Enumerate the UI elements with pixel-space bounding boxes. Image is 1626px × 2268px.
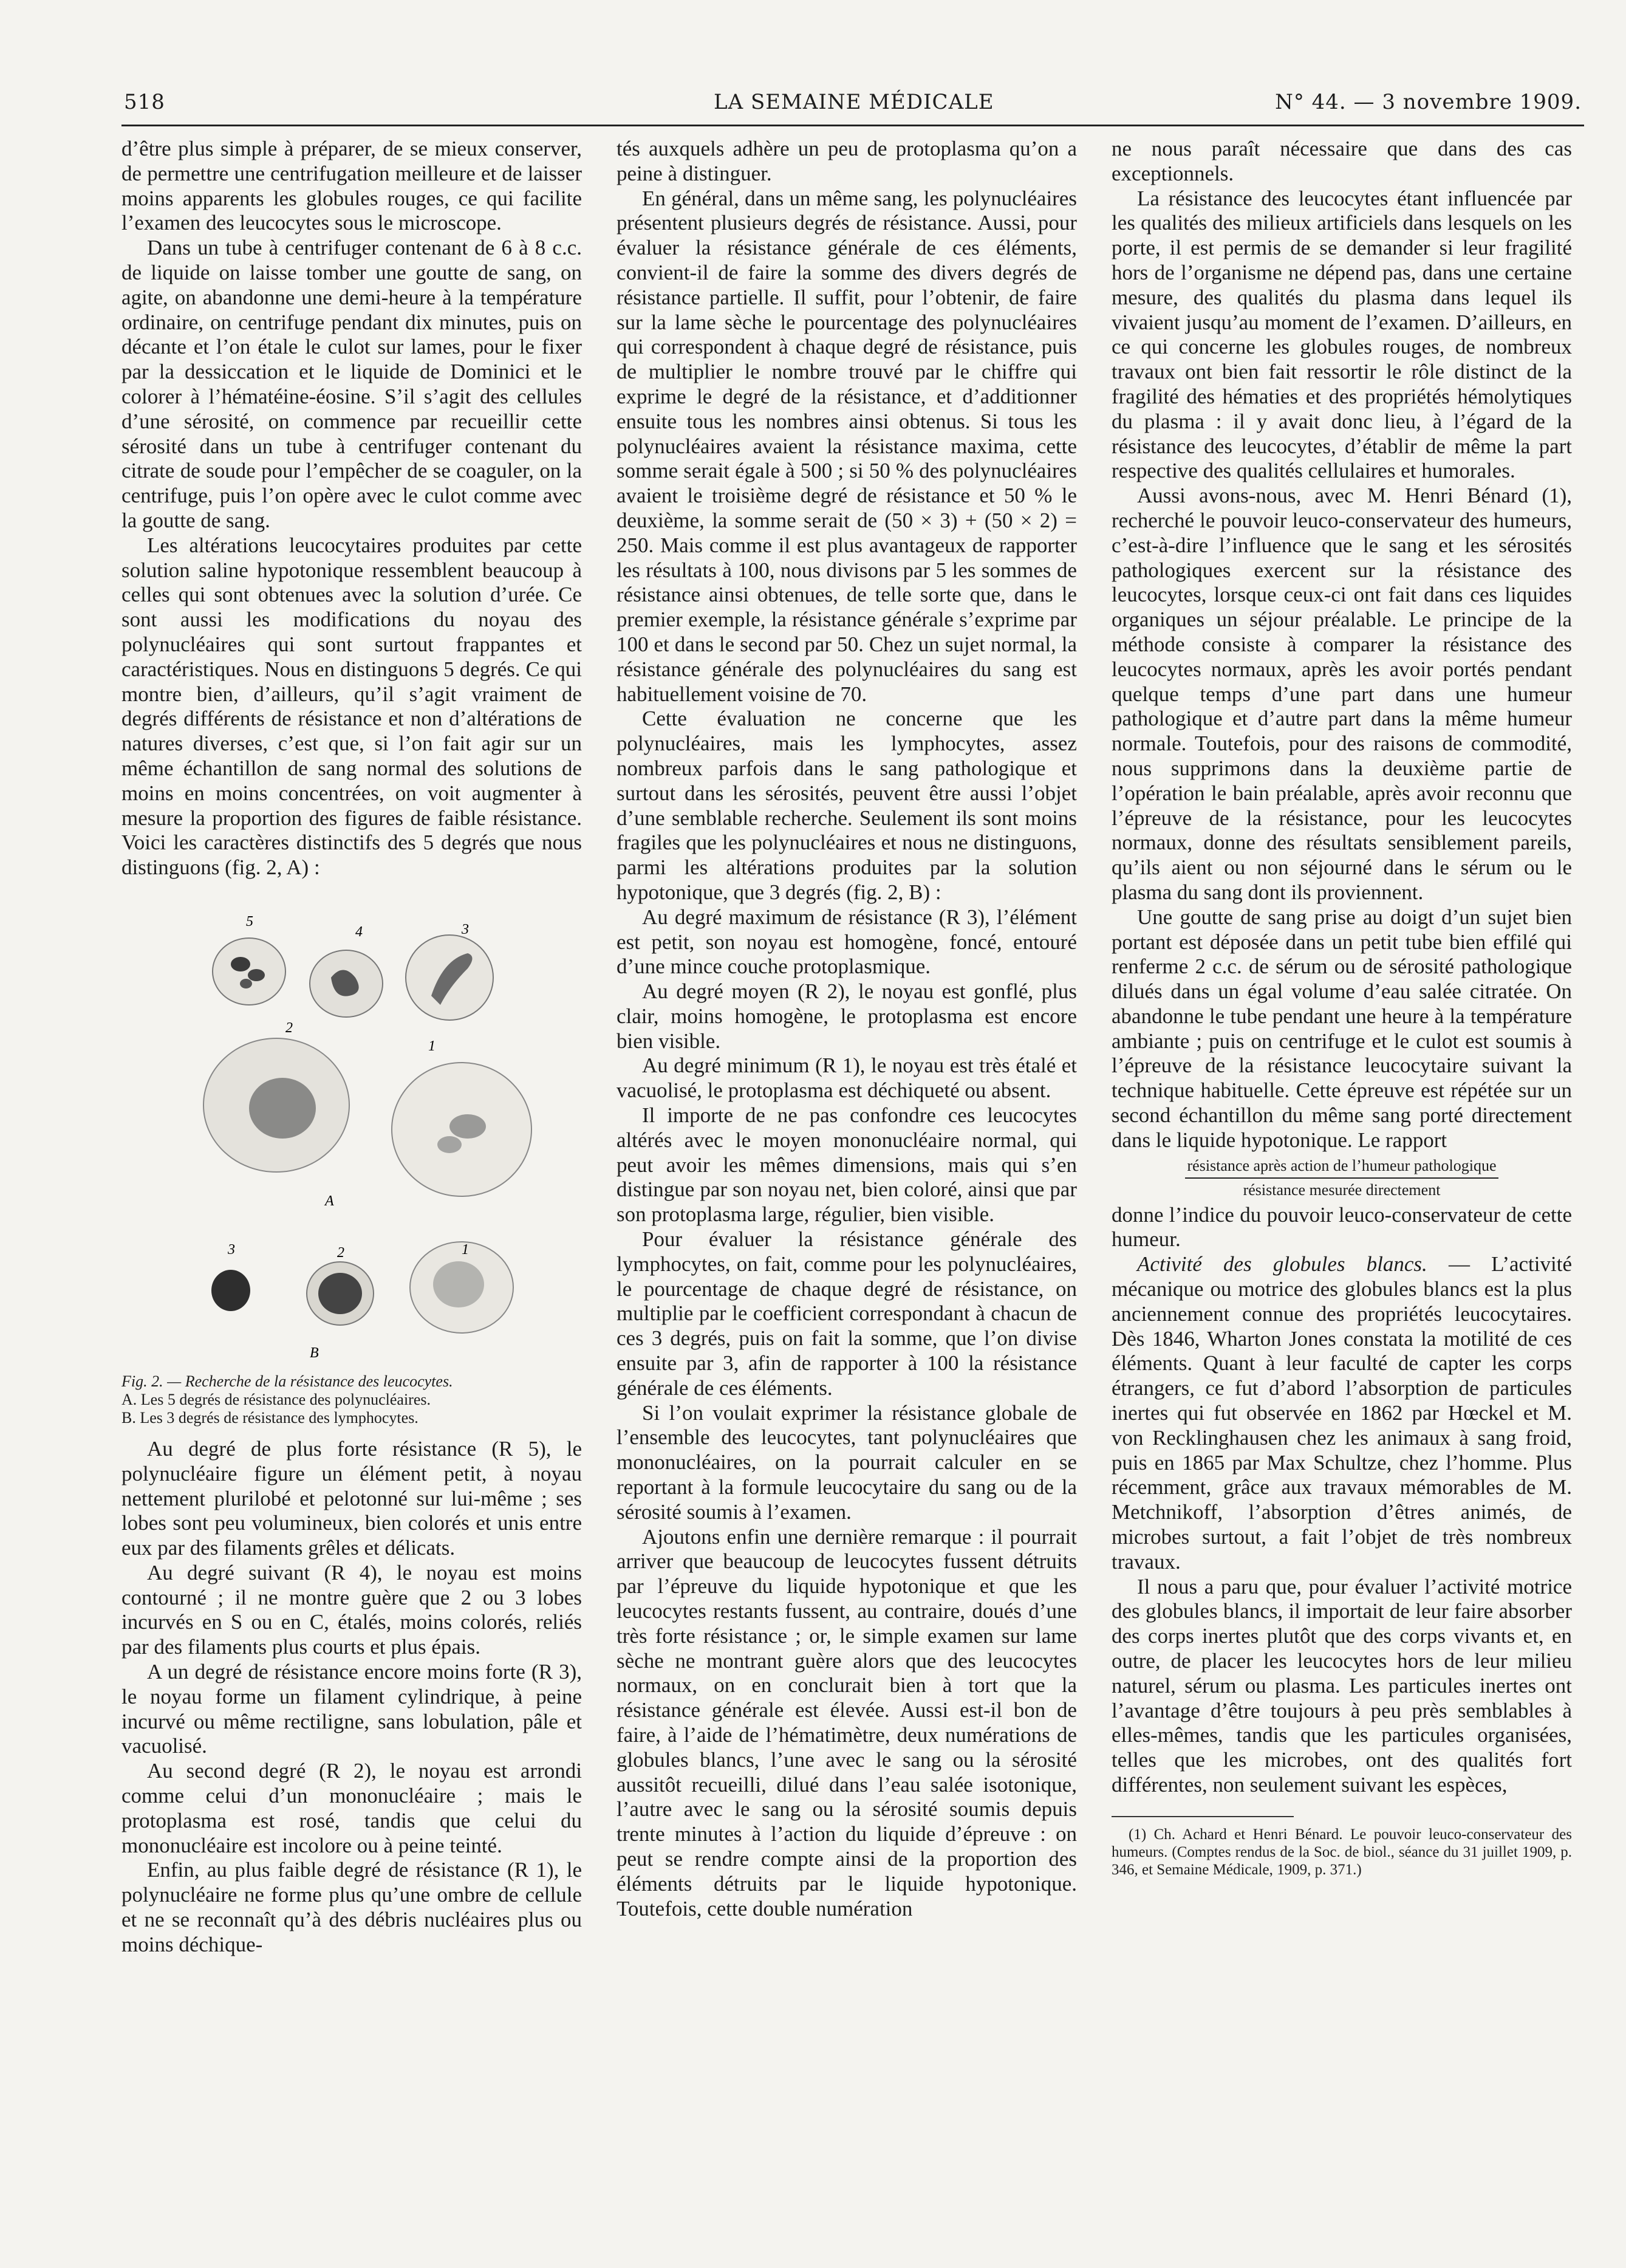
paragraph: Dans un tube à centrifuger contenant de 6 à 8 c.c. de liquide on laisse tomber une goutte de sang, on agite, on abandonne une demi-heure à la température ordinaire, on centrifuge pendant dix minutes, puis on décante et l’on étale le culot sur lames, pour le fixer par la dessiccation et le liquide de Dominici et le colorer à l’hématéine-éosine. S’il s’agit des cellules d’une sérosité, on commence par recueillir cette sérosité dans un tube à centrifuger contenant du citrate de soude pour l’empêcher de se coaguler, on la centrifuge, puis l’on opère avec le culot comme avec la goutte de sang. <box>121 236 582 532</box>
running-header <box>121 90 1584 117</box>
column-3 <box>1112 137 1572 1879</box>
paragraph: tés auxquels adhère un peu de protoplasma qu’on a peine à distinguer. <box>617 137 1077 185</box>
paragraph: La résistance des leucocytes étant influencée par les qualités des milieux artificiels dans lesquels on les porte, il est permis de se demander si leur fragilité hors de l’organisme ne dépend pas, dans une certaine mesure, des qualités du plasma dans lequel ils vivaient jusqu’au moment de l’examen. D’ailleurs, en ce qui concerne les globules rouges, de nombreux travaux ont bien fait ressortir le rôle distinct de la fragilité des hématies et des propriétés hémolytiques du plasma : il y avait donc lieu, à l’égard de la résistance des leucocytes, d’établir de même la part respective des qualités cellulaires et humorales. <box>1112 186 1572 483</box>
label-b3: 3 <box>228 1241 235 1258</box>
paragraph: Aussi avons-nous, avec M. Henri Bénard (1), recherché le pouvoir leuco-conservateur des humeurs, c’est-à-dire l’influence que le sang et les sérosités pathologiques exercent sur la résistance des leucocytes, lorsque ceux-ci ont fait dans ces liquides organiques un séjour préalable. Le principe de la méthode consiste à comparer la résistance des leucocytes normaux, après les avoir portés pendant quelque temps d’une part dans une humeur pathologique et d’autre part dans la même humeur normale. Toutefois, pour des raisons de commodité, nous supprimons dans la deuxième partie de l’opération le bain préalable, après avoir reconnu que l’épreuve de la résistance, pour les leucocytes normaux, donne des résultats sensiblement pareils, qu’ils aient ou non séjourné dans le sérum ou le plasma du sang dont ils proviennent. <box>1112 484 1572 904</box>
caption-b: B. Les 3 degrés de résistance des lymphocytes. <box>121 1408 418 1427</box>
cell-a5 <box>213 938 285 1005</box>
paragraph: Au degré de plus forte résistance (R 5), le polynucléaire figure un élément petit, à noyau nettement plurilobé et pelotonné sur lui-même ; ses lobes sont peu volumineux, bien colorés et unis entre eux par des filaments grêles et délicats. <box>121 1436 582 1560</box>
caption-title: Fig. 2. — Recherche de la résistance des leucocytes. <box>121 1372 453 1390</box>
figure-2 <box>121 886 582 1433</box>
paragraph: Au second degré (R 2), le noyau est arrondi comme celui d’un mononucléaire ; mais le protoplasma est rosé, tandis que celui du mononucléaire est incolore ou à peine teinté. <box>121 1759 582 1857</box>
paragraph: Au degré moyen (R 2), le noyau est gonflé, plus clair, moins homogène, le protoplasma est encore bien visible. <box>617 979 1077 1053</box>
nucleus-lobe <box>248 969 265 981</box>
column-2 <box>617 137 1077 1921</box>
caption-a: A. Les 5 degrés de résistance des polynucléaires. <box>121 1390 431 1408</box>
label-group-b: B <box>310 1345 319 1361</box>
nucleus-lobe <box>231 957 250 971</box>
ratio-numerator: résistance après action de l’humeur pathologique <box>1185 1157 1499 1179</box>
paragraph: Pour évaluer la résistance générale des lymphocytes, on fait, comme pour les polynucléaires, le pourcentage de chaque degré de résistance, on multiplie par le coefficient correspondant à chacun de ces 3 degrés, puis on fait la somme, que l’on divise ensuite par 3, afin de rapporter à 100 la résistance générale de ces éléments. <box>617 1227 1077 1400</box>
column-1 <box>121 137 582 1958</box>
label-b1: 1 <box>462 1241 469 1258</box>
section-text: — L’activité mécanique ou motrice des globules blancs est la plus anciennement connue des propriétés leucocytaires. Dès 1846, Wharton Jones constata la motilité de ces éléments. Quant à leur faculté de capter les corps étrangers, ce fut d’abord l’absorption de particules inertes qui fut observée en 1862 par Hœckel et M. von Recklinghausen chez les animaux à sang froid, puis en 1865 par Max Schultze, chez l’homme. Plus récemment, grâce aux travaux mémorables de M. Metchnikoff, l’absorption d’êtres animés, de microbes surtout, a fait l’objet de très nombreux travaux. <box>1112 1252 1572 1574</box>
paragraph: En général, dans un même sang, les polynucléaires présentent plusieurs degrés de résistance. Aussi, pour évaluer la résistance générale de ces éléments, convient-il de faire la somme des divers degrés de résistance partielle. Il suffit, pour l’obtenir, de faire sur la lame sèche le pourcentage des polynucléaires qui correspondent à chaque degré de résistance, puis de multiplier le nombre trouvé par le chiffre qui exprime le degré de la résistance, et d’additionner ensuite tous les nombres ainsi obtenus. Si tous les polynucléaires avaient la résistance maxima, cette somme serait égale à 500 ; si 50 % des polynucléaires avaient le troisième degré de résistance et 50 % le deuxième, la somme serait de (50 × 3) + (50 × 2) = 250. Mais comme il est plus avantageux de rapporter les résultats à 100, nous divisons par 5 les sommes de résistance ainsi obtenues, de telle sorte que, dans le premier exemple, la résistance générale s’exprime par 100 et dans le second par 50. Chez un sujet normal, la résistance générale des polynucléaires du sang est habituellement voisine de 70. <box>617 186 1077 706</box>
label-a3: 3 <box>462 921 469 937</box>
paragraph: Au degré maximum de résistance (R 3), l’élément est petit, son noyau est homogène, foncé, entouré d’une mince couche protoplasmique. <box>617 905 1077 979</box>
label-a4: 4 <box>355 923 363 940</box>
paragraph <box>1112 1252 1572 1574</box>
paragraph: A un degré de résistance encore moins forte (R 3), le noyau forme un filament cylindrique, à peine incurvé ou même rectiligne, sans lobulation, pâle et vacuolisé. <box>121 1660 582 1758</box>
paragraph: Si l’on voulait exprimer la résistance globale de l’ensemble des leucocytes, tant polynucléaires que mononucléaires, on la pourrait calculer en se reportant à la formule leucocytaire du sang ou de la sérosité soumis à l’examen. <box>617 1400 1077 1524</box>
section-title: Activité des globules blancs. <box>1137 1252 1427 1276</box>
label-b2: 2 <box>337 1244 344 1261</box>
figure-caption <box>121 1372 582 1427</box>
label-group-a: A <box>325 1193 334 1209</box>
footnote: (1) Ch. Achard et Henri Bénard. Le pouvoir leuco-conservateur des humeurs. (Comptes rendus de la Soc. de biol., séance du 31 juillet 1909, p. 346, et Semaine Médicale, 1909, p. 371.) <box>1112 1826 1572 1878</box>
label-a1: 1 <box>428 1038 436 1054</box>
nucleus-debris <box>449 1114 486 1139</box>
nucleus-lobe <box>240 979 252 988</box>
nucleus-debris <box>437 1136 462 1153</box>
paragraph: donne l’indice du pouvoir leuco-conservateur de cette humeur. <box>1112 1202 1572 1252</box>
paragraph: Au degré suivant (R 4), le noyau est moins contourné ; il ne montre guère que 2 ou 3 lobes incurvés en S ou en C, étalés, moins colorés, reliés par des filaments plus courts et plus épais. <box>121 1560 582 1659</box>
paragraph: Ajoutons enfin une dernière remarque : il pourrait arriver que beaucoup de leucocytes fussent détruits par l’épreuve du liquide hypotonique et que les leucocytes restants fussent, au contraire, doués d’une très forte résistance ; or, le simple examen sur lame sèche ne montrant guère alors que des leucocytes normaux, on en conclurait bien à tort que la résistance générale est élevée. Aussi est-il bon de faire, à l’aide de l’hématimètre, deux numérations de globules blancs, l’une avec le sang ou la sérosité aussitôt recueilli, dilué dans l’eau salée isotonique, l’autre avec le sang ou la sérosité soumis depuis trente minutes à l’action du liquide d’épreuve : on peut se rendre compte ainsi de la proportion des éléments détruits par le liquide hypotonique. Toutefois, cette double numération <box>617 1524 1077 1920</box>
paragraph: d’être plus simple à préparer, de se mieux conserver, de permettre une centrifugation meilleure et de laisser moins apparents les globules rouges, ce qui facilite l’examen des leucocytes sous le microscope. <box>121 137 582 235</box>
nucleus-a2 <box>249 1078 316 1139</box>
page-number: 518 <box>124 90 165 114</box>
cell-b3 <box>211 1270 250 1311</box>
paragraph: ne nous paraît nécessaire que dans des cas exceptionnels. <box>1112 137 1572 185</box>
header-rule <box>121 125 1584 126</box>
footnote-rule <box>1112 1816 1294 1817</box>
figure-2-drawing <box>121 886 582 1372</box>
paragraph: Les altérations leucocytaires produites par cette solution saline hypotonique ressemblent beaucoup à celles qui sont obtenues avec la solution d’urée. Ce sont aussi les modifications du noyau des polynucléaires qui sont surtout frappantes et caractéristiques. Nous en distinguons 5 degrés. Ce qui montre bien, d’ailleurs, qu’il s’agit vraiment de degrés différents de résistance et non d’altérations de natures diverses, c’est que, si l’on fait agir sur un même échantillon de sang normal des solutions de moins en moins concentrées, on voit augmenter à mesure la proportion des figures de faible résistance. Voici les caractères distinctifs des 5 degrés que nous distinguons (fig. 2, A) : <box>121 533 582 880</box>
paragraph: Au degré minimum (R 1), le noyau est très étalé et vacuolisé, le protoplasma est déchiqueté ou absent. <box>617 1053 1077 1103</box>
paragraph: Enfin, au plus faible degré de résistance (R 1), le polynucléaire ne forme plus qu’une ombre de cellule et ne se reconnaît qu’à des débris nucléaires plus ou moins déchique- <box>121 1858 582 1956</box>
paragraph: Une goutte de sang prise au doigt d’un sujet bien portant est déposée dans un petit tube bien effilé qui renferme 2 c.c. de sérum ou de sérosité pathologique dilués dans un égal volume d’eau salée citratée. On abandonne le tube pendant une heure à la température ambiante ; puis on centrifuge et le culot est soumis à l’épreuve de la résistance leucocytaire suivant la technique habituelle. Cette épreuve est répétée sur un second échantillon du même sang porté directement dans le liquide hypotonique. Le rapport <box>1112 905 1572 1152</box>
paragraph: Cette évaluation ne concerne que les polynucléaires, mais les lymphocytes, assez nombreux parfois dans le sang pathologique et surtout dans les sérosités, peuvent être aussi l’objet d’une semblable recherche. Seulement ils sont moins fragiles que les polynucléaires et nous ne distinguons, parmi les altérations produites par la solution hypotonique, que 3 degrés (fig. 2, B) : <box>617 707 1077 904</box>
ratio-denominator: résistance mesurée directement <box>1243 1180 1441 1199</box>
paragraph: Il nous a paru que, pour évaluer l’activité motrice des globules blancs, il importait de leur faire absorber des corps inertes plutôt que des corps vivants et, en outre, de placer les leucocytes hors de leur milieu naturel, sérum ou plasma. Les particules inertes ont l’avantage d’être toujours à peu près semblables à elles-mêmes, tandis que les particules organisées, telles que les microbes, ont des qualités fort différentes, non seulement suivant les espèces, <box>1112 1574 1572 1797</box>
label-a2: 2 <box>285 1019 293 1036</box>
nucleus-b2 <box>318 1273 362 1314</box>
nucleus-b1 <box>433 1261 484 1307</box>
journal-title: LA SEMAINE MÉDICALE <box>714 90 994 114</box>
issue-date: N° 44. — 3 novembre 1909. <box>1275 90 1582 114</box>
paragraph: Il importe de ne pas confondre ces leucocytes altérés avec le moyen mononucléaire normal, qui peut avoir les mêmes dimensions, mais qui s’en distingue par son noyau net, bien coloré, ainsi que par son protoplasma large, régulier, bien visible. <box>617 1103 1077 1227</box>
leuco-conservative-ratio <box>1112 1157 1572 1199</box>
label-a5: 5 <box>246 913 253 930</box>
